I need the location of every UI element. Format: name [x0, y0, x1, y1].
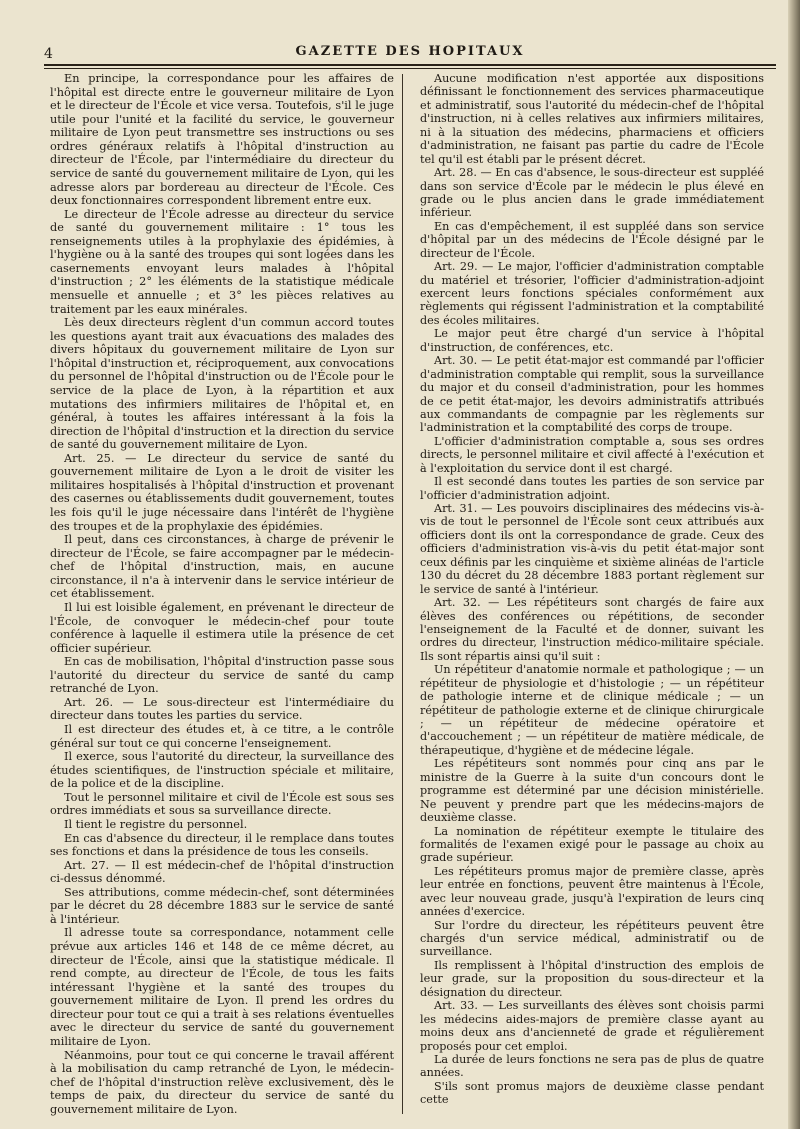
- paragraph: Art. 29. — Le major, l'officier d'administration comptable du matériel et trésorier, l'officier d'administration-adjoint exercent leurs fonctions spéciales conformément aux règlements qui régissent l'administration et la comptabilité des écoles militaires.: [420, 260, 764, 327]
- paragraph: Néanmoins, pour tout ce qui concerne le travail afférent à la mobilisation du camp retranché de Lyon, le médecin-chef de l'hôpital d'instruction relève exclusivement, dès le temps de paix, du directeur du service de santé du gouvernement militaire de Lyon.: [50, 1048, 394, 1116]
- paragraph: Art. 28. — En cas d'absence, le sous-directeur est suppléé dans son service d'École par le médecin le plus élevé en grade ou le plus ancien dans le grade immédiatement inférieur.: [420, 166, 764, 220]
- paragraph: Art. 33. — Les surveillants des élèves sont choisis parmi les médecins aides-majors de première classe ayant au moins deux ans d'ancienneté de grade et régulièrement proposés pour cet emploi.: [420, 999, 764, 1053]
- paragraph: Il lui est loisible également, en prévenant le directeur de l'École, de convoquer le médecin-chef pour toute conférence à laquelle il estimera utile la présence de cet officier supérieur.: [50, 600, 394, 655]
- paragraph: Lès deux directeurs règlent d'un commun accord toutes les questions ayant trait aux évacuations des malades des divers hôpitaux du gouvernement militaire de Lyon sur l'hôpital d'instruction et, réciproquement, aux convocations du personnel de l'hôpital d'instruction ou de l'École pour le service de la place de Lyon, à la répartition et aux mutations des infirmiers militaires de l'hôpital et, en général, à toutes les affaires intéressant à la fois la direction de l'hôpital d'instruction et la direction du service de santé du gouvernement militaire de Lyon.: [50, 316, 394, 452]
- paragraph: Sur l'ordre du directeur, les répétiteurs peuvent être chargés d'un service médical, administratif ou de surveillance.: [420, 918, 764, 959]
- paragraph: La nomination de répétiteur exempte le titulaire des formalités de l'examen exigé pour le passage au choix au grade supérieur.: [420, 824, 764, 865]
- paragraph: En principe, la correspondance pour les affaires de l'hôpital est directe entre le gouverneur militaire de Lyon et le directeur de l'École et vice versa. Toutefois, s'il le juge utile pour l'unité et la facilité du service, le gouverneur militaire de Lyon peut transmettre ses instructions ou ses ordres généraux relatifs à l'hôpital d'instruction au directeur de l'École, par l'intermédiaire du directeur du service de santé du gouvernement militaire de Lyon, qui les adresse alors par bordereau au directeur de l'École. Ces deux fonctionnaires correspondent librement entre eux.: [50, 72, 394, 208]
- paragraph: Tout le personnel militaire et civil de l'École est sous ses ordres immédiats et sous sa surveillance directe.: [50, 790, 394, 818]
- paragraph: Il est secondé dans toutes les parties de son service par l'officier d'administration adjoint.: [420, 475, 764, 502]
- paragraph: Il tient le registre du personnel.: [64, 817, 248, 831]
- paragraph: Il est directeur des études et, à ce titre, a le contrôle général sur tout ce qui concerne l'enseignement.: [50, 723, 394, 750]
- running-title: GAZETTE DES HOPITAUX: [295, 44, 525, 59]
- paragraph: Art. 27. — Il est médecin-chef de l'hôpital d'instruction ci-dessus dénommé.: [50, 858, 394, 886]
- column-divider: [402, 74, 403, 1114]
- paragraph: Il adresse toute sa correspondance, notamment celle prévue aux articles 146 et 148 de ce même décret, au directeur de l'École, ainsi que la statistique médicale. Il rend compte, au directeur de l'École, de tous les faits intéressant l'hygiène et la santé des troupes du gouvernement militaire de Lyon. Il prend les ordres du directeur pour tout ce qui a trait à ses relations éventuelles avec le directeur du service de santé du gouvernement militaire de Lyon.: [50, 926, 394, 1048]
- paragraph: Les répétiteurs promus major de première classe, après leur entrée en fonctions, peuvent être maintenus à l'École, avec leur nouveau grade, jusqu'à l'expiration de leurs cinq années d'exercice.: [420, 864, 764, 919]
- paragraph: Il exerce, sous l'autorité du directeur, la surveillance des études scientifiques, de l'instruction spéciale et militaire, de la police et de la discipline.: [50, 750, 394, 791]
- paragraph: L'officier d'administration comptable a, sous ses ordres directs, le personnel militaire et civil affecté à l'exécution et à l'exploitation du service dont il est chargé.: [420, 434, 764, 475]
- paragraph: La durée de leurs fonctions ne sera pas de plus de quatre années.: [420, 1052, 764, 1080]
- paragraph: Aucune modification n'est apportée aux dispositions définissant le fonctionnement des services pharmaceutique et administratif, sous l'autorité du médecin-chef de l'hôpital d'instruction, ni à celles relatives aux infirmiers militaires, ni à la situation des médecins, pharmaciens et officiers d'administration, ne faisant pas partie du cadre de l'École tel qu'il est établi par le présent décret.: [420, 72, 764, 166]
- header-rule: [44, 64, 776, 66]
- paragraph: S'ils sont promus majors de deuxième classe pendant cette: [420, 1079, 764, 1107]
- paragraph: Un répétiteur d'anatomie normale et pathologique ; — un répétiteur de physiologie et d'histologie ; — un répétiteur de pathologie interne et de clinique médicale ; — un répétiteur de pathologie externe et de clinique chirurgicale ; — un répétiteur de médecine opératoire et d'accouchement ; — un répétiteur de matière médicale, de thérapeutique, d'hygiène et de médecine légale.: [420, 663, 764, 757]
- paragraph: Le major peut être chargé d'un service à l'hôpital d'instruction, de conférences, etc.: [420, 327, 764, 354]
- paragraph: En cas de mobilisation, l'hôpital d'instruction passe sous l'autorité du directeur du service de santé du camp retranché de Lyon.: [50, 655, 394, 696]
- paragraph: Art. 31. — Les pouvoirs disciplinaires des médecins vis-à-vis de tout le personnel de l'École sont ceux attribués aux officiers dont ils ont la correspondance de grade. Ceux des officiers d'administration vis-à-vis du petit état-major sont ceux définis par les cinquième et sixième alinéas de l'article 130 du décret du 28 décembre 1883 portant règlement sur le service de santé à l'intérieur.: [420, 502, 764, 596]
- paragraph: Ils remplissent à l'hôpital d'instruction des emplois de leur grade, sur la proposition du sous-directeur et la désignation du directeur.: [420, 958, 764, 999]
- paragraph: En cas d'empêchement, il est suppléé dans son service d'hôpital par un des médecins de l'École désigné par le directeur de l'École.: [420, 219, 764, 260]
- paragraph: Art. 25. — Le directeur du service de santé du gouvernement militaire de Lyon a le droit de visiter les militaires hospitalisés à l'hôpital d'instruction et provenant des casernes ou établissements dudit gouvernement, toutes les fois qu'il le juge nécessaire dans l'intérêt de l'hygiène des troupes et de la prophylaxie des épidémies.: [50, 451, 394, 533]
- paragraph: Art. 26. — Le sous-directeur est l'intermédiaire du directeur dans toutes les parties du service.: [50, 695, 394, 723]
- right-column: [420, 72, 764, 1107]
- paragraph: Le directeur de l'École adresse au directeur du service de santé du gouvernement militaire : 1° tous les renseignements utiles à la prophylaxie des épidémies, à l'hygiène ou à la santé des troupes qui sont logées dans les casernements envoyant leurs malades à l'hôpital d'instruction ; 2° les éléments de la statistique médicale mensuelle et annuelle ; et 3° les pièces relatives au traitement par les eaux minérales.: [50, 207, 394, 316]
- paragraph: Les répétiteurs sont nommés pour cinq ans par le ministre de la Guerre à la suite d'un concours dont le programme est déterminé par une décision ministérielle. Ne peuvent y prendre part que les médecins-majors de deuxième classe.: [420, 757, 764, 825]
- header-rule-thin: [44, 68, 776, 69]
- paragraph: Ses attributions, comme médecin-chef, sont déterminées par le décret du 28 décembre 1883 sur le service de santé à l'intérieur.: [50, 885, 394, 926]
- paragraph: Art. 32. — Les répétiteurs sont chargés de faire aux élèves des conférences ou répétitions, de seconder l'enseignement de la Faculté et de donner, suivant les ordres du directeur, l'instruction médico-militaire spéciale. Ils sont répartis ainsi qu'il suit :: [420, 596, 764, 663]
- page-number: 4: [44, 46, 53, 62]
- paragraph: En cas d'absence du directeur, il le remplace dans toutes ses fonctions et dans la présidence de tous les conseils.: [50, 831, 394, 859]
- paragraph: Art. 30. — Le petit état-major est commandé par l'officier d'administration comptable qui remplit, sous la surveillance du major et du conseil d'administration, pour les hommes de ce petit état-major, les devoirs administratifs attribués aux commandants de compagnie par les règlements sur l'administration et la comptabilité des corps de troupe.: [420, 354, 764, 435]
- paragraph: Il peut, dans ces circonstances, à charge de prévenir le directeur de l'École, se faire accompagner par le médecin-chef de l'hôpital d'instruction, mais, en aucune circonstance, il n'a à intervenir dans le service intérieur de cet établissement.: [50, 533, 394, 601]
- left-column: [50, 72, 394, 1116]
